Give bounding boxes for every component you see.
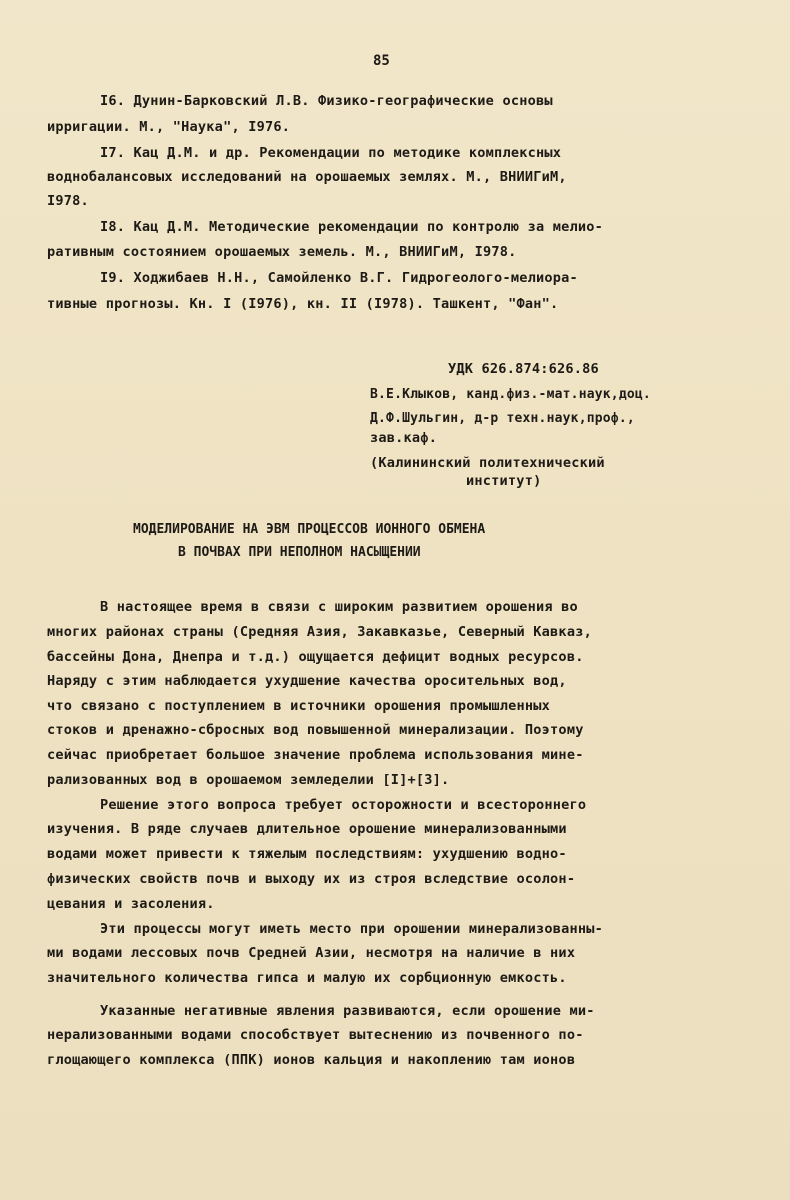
- affiliation-line-2: институт): [466, 473, 542, 489]
- article-title-line-2: В ПОЧВАХ ПРИ НЕПОЛНОМ НАСЫЩЕНИИ: [178, 545, 421, 560]
- reference-19-line-2: тивные прогнозы. Кн. I (I976), кн. II (I978). Ташкент, "Фан".: [47, 296, 559, 312]
- body-line-14: Эти процессы могут иметь место при орошении минерализованны-: [100, 921, 604, 937]
- body-line-17: Указанные негативные явления развиваются, если орошение ми-: [100, 1003, 595, 1019]
- body-line-1: В настоящее время в связи с широким развитием орошения во: [100, 599, 578, 615]
- reference-17-line-2: воднобалансовых исследований на орошаемых землях. М., ВНИИГиМ,: [47, 169, 567, 185]
- affiliation-line-1: (Калининский политехнический: [370, 455, 605, 471]
- body-line-9: Решение этого вопроса требует осторожности и всестороннего: [100, 797, 587, 813]
- body-line-6: стоков и дренажно-сбросных вод повышенной минерализации. Поэтому: [47, 722, 584, 738]
- body-line-12: физических свойств почв и выходу их из строя вследствие осолон-: [47, 871, 576, 887]
- udk-code: УДК 626.874:626.86: [448, 361, 599, 377]
- body-line-19: глощающего комплекса (ППК) ионов кальция и накоплению там ионов: [47, 1052, 576, 1068]
- body-line-16: значительного количества гипса и малую их сорбционную емкость.: [47, 970, 567, 986]
- reference-19-line-1: I9. Ходжибаев Н.Н., Самойленко В.Г. Гидрогеолого-мелиора-: [100, 270, 578, 286]
- body-line-13: цевания и засоления.: [47, 896, 215, 912]
- body-line-2: многих районах страны (Средняя Азия, Закавказье, Северный Кавказ,: [47, 624, 592, 640]
- body-line-3: бассейны Дона, Днепра и т.д.) ощущается дефицит водных ресурсов.: [47, 649, 584, 665]
- body-line-15: ми водами лессовых почв Средней Азии, несмотря на наличие в них: [47, 945, 576, 961]
- reference-18-line-2: ративным состоянием орошаемых земель. М., ВНИИГиМ, I978.: [47, 244, 517, 260]
- reference-16-line-1: I6. Дунин-Барковский Л.В. Физико-географические основы: [100, 93, 553, 109]
- reference-18-line-1: I8. Кац Д.М. Методические рекомендации по контролю за мелио-: [100, 219, 604, 235]
- author-2: Д.Ф.Шульгин, д-р техн.наук,проф.,: [370, 411, 635, 426]
- reference-17-line-1: I7. Кац Д.М. и др. Рекомендации по методике комплексных: [100, 145, 562, 161]
- body-line-5: что связано с поступлением в источники орошения промышленных: [47, 698, 551, 714]
- article-title-line-1: МОДЕЛИРОВАНИЕ НА ЭВМ ПРОЦЕССОВ ИОННОГО ОБМЕНА: [133, 522, 486, 537]
- author-2-position: зав.каф.: [370, 430, 438, 446]
- page-number: 85: [373, 53, 390, 69]
- body-line-8: рализованных вод в орошаемом земледелии [I]+[3].: [47, 772, 450, 788]
- reference-16-line-2: ирригации. М., "Наука", I976.: [47, 119, 291, 135]
- author-1: В.Е.Клыков, канд.физ.-мат.наук,доц.: [370, 387, 651, 402]
- body-line-4: Наряду с этим наблюдается ухудшение качества оросительных вод,: [47, 673, 567, 689]
- body-line-7: сейчас приобретает большое значение проблема использования мине-: [47, 747, 584, 763]
- body-line-18: нерализованными водами способствует вытеснению из почвенного по-: [47, 1027, 584, 1043]
- reference-17-line-3: I978.: [47, 193, 89, 209]
- body-line-11: водами может привести к тяжелым последствиям: ухудшению водно-: [47, 846, 567, 862]
- body-line-10: изучения. В ряде случаев длительное орошение минерализованными: [47, 821, 567, 837]
